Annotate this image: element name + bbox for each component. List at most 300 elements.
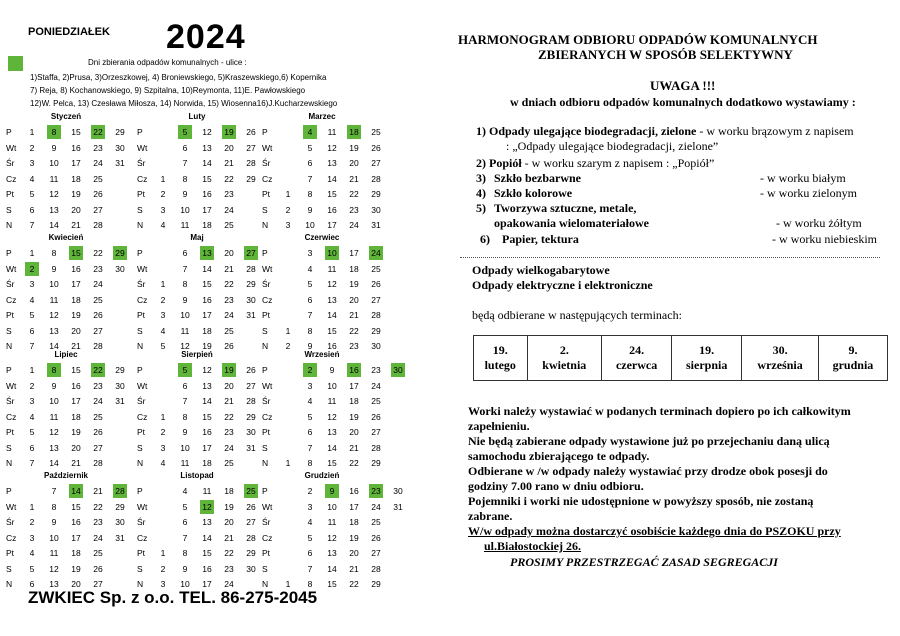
day-cell: 13: [202, 517, 212, 527]
day-cell: 19: [349, 142, 359, 153]
day-cell: 26: [371, 142, 381, 153]
day-cell: [156, 156, 170, 170]
day-cell: 12: [49, 310, 59, 320]
day-cell: 18: [71, 294, 81, 305]
day-cell: 10: [49, 396, 59, 406]
day-cell: 1: [160, 548, 166, 558]
day-cell: [281, 293, 295, 307]
collection-day-cell: 5: [178, 363, 192, 377]
day-cell: 17: [349, 501, 359, 512]
pickup-month: grudnia: [832, 358, 874, 372]
day-cell: 12: [327, 279, 337, 289]
schedule-panel: [440, 0, 900, 636]
week-row: [137, 187, 257, 202]
day-cell: [113, 308, 127, 322]
day-cell: 23: [371, 365, 381, 375]
day-cell: 8: [307, 325, 313, 336]
day-cell: 17: [202, 442, 212, 453]
day-cell: 26: [246, 501, 256, 512]
note-5-line-1: W/w odpady można dostarczyć osobiście każdego dnia do PSZOKU przy: [468, 524, 841, 538]
week-row: [137, 246, 257, 261]
weekday-label: N: [6, 220, 13, 230]
day-cell: 8: [307, 579, 313, 589]
day-cell: [281, 562, 295, 576]
pickup-date-cell: [602, 336, 672, 381]
day-cell: 24: [371, 380, 381, 391]
day-cell: 10: [180, 310, 190, 320]
weekday-label: Pt: [137, 310, 146, 320]
day-cell: 3: [29, 396, 35, 406]
day-cell: 13: [49, 325, 59, 336]
weekday-label: Wt: [137, 501, 148, 512]
weekday-label: Wt: [6, 501, 17, 512]
day-cell: 27: [371, 548, 381, 558]
day-cell: 20: [224, 142, 234, 153]
day-cell: 14: [327, 563, 337, 574]
day-cell: 27: [246, 380, 256, 391]
day-cell: 27: [371, 427, 381, 437]
weekday-label: N: [6, 579, 13, 589]
day-cell: 25: [93, 173, 103, 184]
day-cell: 17: [71, 532, 81, 543]
day-cell: 14: [49, 220, 59, 230]
day-cell: 31: [115, 158, 125, 168]
collection-day-cell: 12: [200, 500, 214, 514]
day-cell: 6: [182, 142, 188, 153]
day-cell: 27: [93, 325, 103, 336]
pickup-date-cell: [742, 336, 819, 381]
day-cell: [156, 363, 170, 377]
day-cell: 21: [71, 458, 81, 468]
day-cell: 8: [182, 173, 188, 184]
day-cell: 17: [349, 248, 359, 258]
weekday-label: S: [262, 563, 268, 574]
week-row: [262, 531, 382, 546]
collection-day-cell: 15: [69, 246, 83, 260]
item-1-bag: - w worku brązowym z napisem: [696, 124, 854, 138]
weekday-label: Pt: [6, 310, 15, 320]
weekday-label: S: [262, 442, 268, 453]
weekday-label: N: [137, 579, 144, 589]
day-cell: 21: [349, 173, 359, 184]
day-cell: 29: [371, 189, 381, 199]
day-cell: 10: [49, 158, 59, 168]
day-cell: 9: [51, 142, 57, 153]
day-cell: 22: [349, 325, 359, 336]
pickup-month: lutego: [484, 358, 516, 372]
week-row: [137, 293, 257, 308]
day-cell: [281, 172, 295, 186]
week-row: [6, 125, 126, 140]
day-cell: 23: [224, 563, 234, 574]
day-cell: 2: [285, 204, 291, 215]
weekday-label: Pt: [262, 548, 271, 558]
day-cell: 15: [202, 173, 212, 184]
weekday-label: N: [137, 341, 144, 351]
day-cell: 2: [29, 380, 35, 391]
day-cell: 6: [182, 248, 188, 258]
day-cell: 22: [224, 279, 234, 289]
weekday-label: N: [6, 458, 13, 468]
day-cell: 5: [307, 532, 313, 543]
day-cell: 23: [224, 427, 234, 437]
day-cell: 2: [160, 294, 166, 305]
weekday-label: Cz: [137, 173, 148, 184]
day-cell: 19: [349, 532, 359, 543]
day-cell: 26: [371, 279, 381, 289]
collection-day-cell: 19: [222, 363, 236, 377]
day-cell: 12: [327, 411, 337, 422]
day-cell: 7: [307, 310, 313, 320]
day-cell: 23: [93, 517, 103, 527]
pickup-day: 9.: [848, 343, 858, 357]
week-row: [6, 410, 126, 425]
day-cell: 31: [115, 532, 125, 543]
day-cell: 20: [71, 442, 81, 453]
collection-day-cell: 13: [200, 246, 214, 260]
pickup-date-cell: [474, 336, 528, 381]
collection-day-cell: 30: [391, 363, 405, 377]
day-cell: 14: [49, 458, 59, 468]
day-cell: 26: [371, 532, 381, 543]
day-cell: 21: [224, 158, 234, 168]
weekday-label: P: [6, 365, 12, 375]
day-cell: 23: [349, 204, 359, 215]
day-cell: [281, 531, 295, 545]
day-cell: 9: [51, 517, 57, 527]
weekday-label: Cz: [262, 532, 273, 543]
day-cell: 27: [371, 158, 381, 168]
week-row: [137, 141, 257, 156]
day-cell: [113, 187, 127, 201]
day-cell: 8: [182, 548, 188, 558]
day-cell: 18: [349, 263, 359, 274]
day-cell: 14: [202, 396, 212, 406]
weekday-label: Wt: [262, 380, 273, 391]
day-cell: [113, 218, 127, 232]
weekday-label: Cz: [262, 173, 273, 184]
day-cell: 9: [182, 294, 188, 305]
closing-appeal: PROSIMY PRZESTRZEGAĆ ZASAD SEGREGACJI: [510, 555, 778, 569]
day-cell: 27: [246, 142, 256, 153]
day-cell: 21: [224, 263, 234, 274]
weekday-label: Cz: [6, 294, 17, 305]
weekday-label: Śr: [6, 279, 15, 289]
week-row: [6, 425, 126, 440]
day-cell: 2: [29, 142, 35, 153]
week-row: [262, 456, 382, 471]
day-cell: 20: [349, 548, 359, 558]
weekday-label: Cz: [137, 294, 148, 305]
day-cell: 24: [224, 204, 234, 215]
weekday-label: P: [137, 127, 143, 137]
day-cell: 12: [327, 532, 337, 543]
week-row: [6, 277, 126, 292]
day-cell: 29: [115, 127, 125, 137]
day-cell: 27: [93, 579, 103, 589]
weekday-label: N: [262, 220, 269, 230]
day-cell: [156, 515, 170, 529]
day-cell: 10: [180, 442, 190, 453]
weekday-label: P: [262, 248, 268, 258]
terms-intro: będą odbierane w następujących terminach:: [472, 308, 682, 322]
day-cell: [156, 394, 170, 408]
weekday-label: Wt: [262, 263, 273, 274]
week-row: [137, 562, 257, 577]
day-cell: 19: [71, 563, 81, 574]
day-cell: 9: [51, 380, 57, 391]
month-name: Październik: [43, 471, 88, 480]
day-cell: 17: [71, 279, 81, 289]
day-cell: 29: [371, 325, 381, 336]
day-cell: [281, 125, 295, 139]
day-cell: 3: [160, 579, 166, 589]
day-cell: 8: [51, 501, 57, 512]
day-cell: 18: [202, 325, 212, 336]
day-cell: [113, 562, 127, 576]
week-row: [137, 394, 257, 409]
day-cell: 22: [349, 458, 359, 468]
day-cell: [281, 379, 295, 393]
day-cell: [156, 531, 170, 545]
day-cell: 30: [371, 341, 381, 351]
day-cell: 11: [49, 548, 59, 558]
day-cell: 16: [202, 294, 212, 305]
day-cell: 3: [160, 204, 166, 215]
day-cell: 7: [182, 532, 188, 543]
day-cell: 9: [182, 189, 188, 199]
day-cell: 1: [29, 127, 35, 137]
collection-day-cell: 22: [91, 125, 105, 139]
week-row: [262, 203, 382, 218]
month-name: Luty: [188, 112, 206, 121]
day-cell: 6: [182, 517, 188, 527]
weekday-label: N: [262, 341, 269, 351]
weekday-label: Śr: [262, 517, 271, 527]
day-cell: [156, 125, 170, 139]
day-cell: [391, 410, 405, 424]
day-cell: 8: [182, 279, 188, 289]
week-row: [262, 156, 382, 171]
weekday-label: Pt: [262, 427, 271, 437]
weekday-label: N: [262, 579, 269, 589]
day-cell: 2: [160, 427, 166, 437]
day-cell: 15: [327, 325, 337, 336]
day-cell: 19: [349, 279, 359, 289]
weekday-label: S: [137, 563, 143, 574]
week-row: [262, 218, 382, 233]
day-cell: 18: [202, 220, 212, 230]
day-cell: [281, 141, 295, 155]
day-cell: [281, 394, 295, 408]
day-cell: 14: [327, 310, 337, 320]
day-cell: 28: [371, 173, 381, 184]
week-row: [6, 172, 126, 187]
week-row: [262, 515, 382, 530]
week-row: [137, 203, 257, 218]
week-row: [137, 425, 257, 440]
note-5-line-2: ul.Białostockiej 26.: [484, 539, 582, 553]
day-cell: 5: [29, 310, 35, 320]
day-cell: 14: [327, 442, 337, 453]
collection-day-cell: 5: [178, 125, 192, 139]
day-cell: [391, 531, 405, 545]
day-cell: [281, 515, 295, 529]
pickup-date-cell: [818, 336, 887, 381]
note-1-line-1: Worki należy wystawiać w podanych terminach dopiero po ich całkowitym: [468, 404, 851, 418]
week-row: [137, 125, 257, 140]
year-title: 2024: [166, 18, 246, 56]
day-cell: 28: [371, 310, 381, 320]
weekday-label: Wt: [262, 501, 273, 512]
pickup-day: 19.: [699, 343, 715, 357]
day-cell: 11: [327, 396, 337, 406]
day-cell: 28: [246, 158, 256, 168]
day-cell: 7: [29, 458, 35, 468]
day-cell: 29: [371, 579, 381, 589]
week-row: [6, 203, 126, 218]
weekday-label: Wt: [137, 263, 148, 274]
week-row: [6, 562, 126, 577]
day-cell: 1: [285, 579, 291, 589]
weekday-label: Cz: [262, 294, 273, 305]
day-cell: 11: [202, 486, 212, 496]
day-cell: 15: [71, 501, 81, 512]
day-cell: 25: [371, 517, 381, 527]
day-cell: [391, 562, 405, 576]
day-cell: 6: [29, 325, 35, 336]
week-row: [6, 515, 126, 530]
day-cell: 25: [371, 263, 381, 274]
day-cell: 3: [307, 380, 313, 391]
day-cell: [391, 546, 405, 560]
day-cell: 29: [246, 411, 256, 422]
day-cell: 21: [349, 442, 359, 453]
item-5-number: 5): [476, 201, 486, 215]
week-row: [262, 484, 403, 499]
day-cell: 21: [349, 563, 359, 574]
day-cell: 30: [115, 142, 125, 153]
note-2-line-2: samochodu zbierającego te odpady.: [468, 449, 650, 463]
day-cell: 2: [160, 563, 166, 574]
day-cell: 10: [49, 532, 59, 543]
day-cell: 4: [307, 263, 313, 274]
week-row: [262, 363, 403, 378]
week-row: [6, 308, 126, 323]
day-cell: 26: [93, 189, 103, 199]
company-contact: ZWKIEC Sp. z o.o. TEL. 86-275-2045: [28, 588, 318, 607]
day-cell: 3: [29, 158, 35, 168]
schedule-title-line-1: HARMONOGRAM ODBIORU ODPADÓW KOMUNALNYCH: [458, 32, 818, 47]
pickup-date-cell: [527, 336, 602, 381]
weekday-label: Pt: [6, 189, 15, 199]
day-cell: 11: [49, 173, 59, 184]
day-cell: 6: [29, 579, 35, 589]
weekday-label: Cz: [6, 173, 17, 184]
day-cell: [156, 141, 170, 155]
pickup-day: 2.: [559, 343, 569, 357]
day-cell: 4: [182, 486, 188, 496]
week-row: [137, 277, 257, 292]
day-cell: 17: [71, 158, 81, 168]
day-cell: 29: [246, 548, 256, 558]
day-cell: 3: [29, 532, 35, 543]
week-row: [262, 308, 382, 323]
weekday-label: Śr: [262, 396, 271, 406]
streets-line-3: 12)W. Pelca, 13) Czesława Miłosza, 14) Norwida, 15) Wiosenna16)J.Kucharzewskiego: [30, 99, 338, 108]
day-cell: 11: [49, 411, 59, 422]
legend-text: Dni zbierania odpadów komunalnych - ulice :: [88, 58, 247, 67]
day-cell: 10: [327, 380, 337, 391]
day-cell: [391, 425, 405, 439]
collection-day-cell: 25: [244, 484, 258, 498]
day-cell: 22: [224, 411, 234, 422]
pickup-month: czerwca: [615, 358, 658, 372]
week-row: [262, 546, 382, 561]
collection-day-cell: 14: [69, 484, 83, 498]
day-cell: 7: [307, 563, 313, 574]
day-cell: 15: [202, 411, 212, 422]
streets-line-2: 7) Reja, 8) Kochanowskiego, 9) Szpitalna, 10)Reymonta, 11)E. Pawłowskiego: [30, 86, 306, 95]
collection-day-cell: 24: [369, 246, 383, 260]
weekday-label: Śr: [137, 396, 146, 406]
weekday-label: Pt: [6, 427, 15, 437]
day-cell: 16: [327, 204, 337, 215]
week-row: [6, 500, 126, 515]
weekday-label: P: [262, 486, 268, 496]
day-cell: 28: [93, 341, 103, 351]
pickup-date-cell: [672, 336, 742, 381]
collection-day-cell: 18: [347, 125, 361, 139]
day-cell: 31: [371, 220, 381, 230]
weekday-label: Wt: [6, 380, 17, 391]
day-cell: 10: [49, 279, 59, 289]
week-row: [262, 425, 382, 440]
day-cell: 20: [71, 579, 81, 589]
item-3-name: Szkło bezbarwne: [494, 171, 581, 185]
day-cell: 27: [246, 517, 256, 527]
day-cell: 26: [93, 427, 103, 437]
day-cell: 1: [29, 248, 35, 258]
day-cell: 20: [224, 248, 234, 258]
day-cell: 30: [246, 427, 256, 437]
day-cell: [391, 394, 405, 408]
item-1-line-2: : „Odpady ulegające biodegradacji, zielone”: [506, 139, 719, 153]
day-cell: 13: [49, 442, 59, 453]
week-row: [262, 125, 382, 140]
weekday-label: Pt: [137, 189, 146, 199]
day-cell: 9: [182, 563, 188, 574]
week-row: [137, 172, 257, 187]
item-1: [476, 124, 854, 139]
week-row: [262, 262, 382, 277]
note-3-line-1: Odbierane w /w odpady należy wystawiać przy drodze obok posesji do: [468, 464, 828, 478]
collection-day-cell: 16: [347, 363, 361, 377]
day-cell: [156, 246, 170, 260]
day-cell: 1: [160, 411, 166, 422]
day-cell: [281, 410, 295, 424]
day-cell: 13: [327, 294, 337, 305]
collection-day-cell: 2: [303, 363, 317, 377]
day-cell: 7: [29, 341, 35, 351]
intro-text: w dniach odbioru odpadów komunalnych dodatkowo wystawiamy :: [510, 95, 856, 109]
day-cell: 19: [349, 411, 359, 422]
day-cell: 4: [29, 548, 35, 558]
day-cell: [113, 172, 127, 186]
day-cell: 17: [202, 204, 212, 215]
collection-day-cell: 23: [369, 484, 383, 498]
item-6-bag: - w worku niebieskim: [772, 232, 877, 246]
